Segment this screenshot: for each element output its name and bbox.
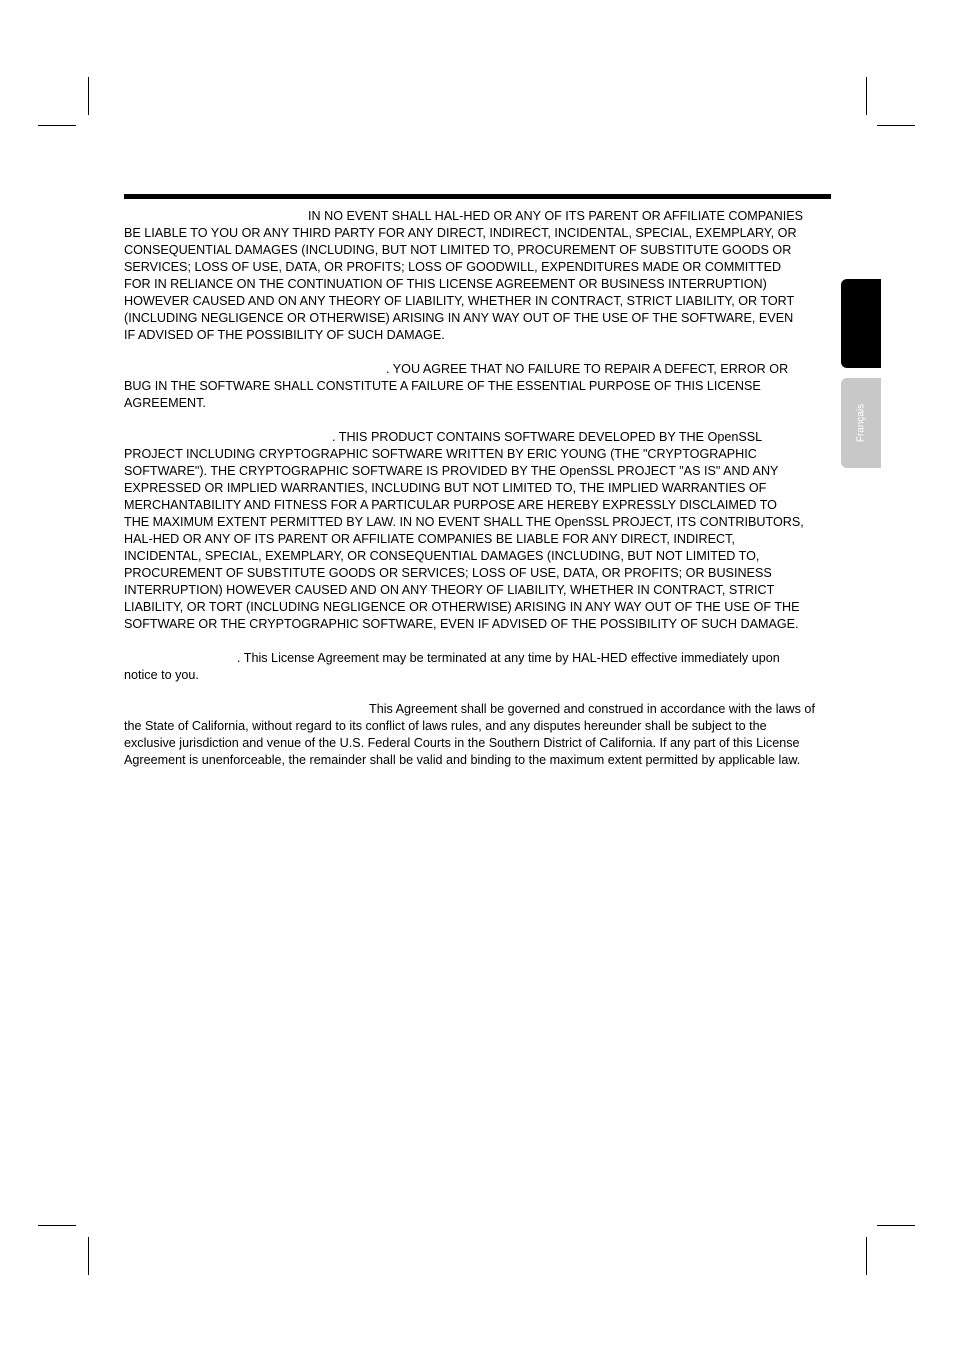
crop-mark-top-right-vertical bbox=[866, 77, 867, 115]
text-line: PROJECT INCLUDING CRYPTOGRAPHIC SOFTWARE WRITTEN BY ERIC YOUNG (THE "CRYPTOGRAPHIC bbox=[124, 447, 757, 461]
text-line: This Agreement shall be governed and construed in accordance with the laws of bbox=[369, 702, 815, 716]
crop-mark-top-left-vertical bbox=[88, 77, 89, 115]
text-line: THE MAXIMUM EXTENT PERMITTED BY LAW. IN NO EVENT SHALL THE OpenSSL PROJECT, ITS CONTRIBUTORS, bbox=[124, 515, 804, 529]
crop-mark-bottom-right-horizontal bbox=[877, 1225, 915, 1226]
text-line: SOFTWARE OR THE CRYPTOGRAPHIC SOFTWARE, EVEN IF ADVISED OF THE POSSIBILITY OF SUCH DAMAGE. bbox=[124, 617, 799, 631]
text-line: INCIDENTAL, SPECIAL, EXEMPLARY, OR CONSEQUENTIAL DAMAGES (INCLUDING, BUT NOT LIMITED TO, bbox=[124, 549, 760, 563]
text-line: . This License Agreement may be terminated at any time by HAL-HED effective immediately upon bbox=[237, 651, 780, 665]
language-tab-francais-label: Français bbox=[855, 403, 867, 443]
text-line: BE LIABLE TO YOU OR ANY THIRD PARTY FOR ANY DIRECT, INDIRECT, INCIDENTAL, SPECIAL, EXEMPLARY, OR bbox=[124, 226, 797, 240]
text-line: HAL-HED OR ANY OF ITS PARENT OR AFFILIATE COMPANIES BE LIABLE FOR ANY DIRECT, INDIRECT, bbox=[124, 532, 735, 546]
text-line: MERCHANTABILITY AND FITNESS FOR A PARTICULAR PURPOSE ARE HEREBY EXPRESSLY DISCLAIMED TO bbox=[124, 498, 777, 512]
text-line: SOFTWARE"). THE CRYPTOGRAPHIC SOFTWARE IS PROVIDED BY THE OpenSSL PROJECT "AS IS" AND ANY bbox=[124, 464, 779, 478]
text-line: IN NO EVENT SHALL HAL-HED OR ANY OF ITS PARENT OR AFFILIATE COMPANIES bbox=[308, 209, 803, 223]
license-text bbox=[124, 208, 836, 786]
language-tab-active[interactable] bbox=[841, 279, 881, 368]
paragraph-governing-law bbox=[124, 701, 836, 769]
text-line: EXPRESSED OR IMPLIED WARRANTIES, INCLUDING BUT NOT LIMITED TO, THE IMPLIED WARRANTIES OF bbox=[124, 481, 767, 495]
text-line: notice to you. bbox=[124, 668, 199, 682]
header-rule bbox=[124, 194, 831, 199]
text-line: HOWEVER CAUSED AND ON ANY THEORY OF LIABILITY, WHETHER IN CONTRACT, STRICT LIABILITY, OR TORT bbox=[124, 294, 795, 308]
paragraph-essential-purpose bbox=[124, 361, 836, 412]
text-line: . THIS PRODUCT CONTAINS SOFTWARE DEVELOPED BY THE OpenSSL bbox=[332, 430, 763, 444]
text-line: IF ADVISED OF THE POSSIBILITY OF SUCH DAMAGE. bbox=[124, 328, 445, 342]
language-tab-francais[interactable] bbox=[841, 378, 881, 468]
crop-mark-bottom-right-vertical bbox=[866, 1237, 867, 1275]
paragraph-openssl bbox=[124, 429, 836, 633]
text-line: CONSEQUENTIAL DAMAGES (INCLUDING, BUT NOT LIMITED TO, PROCUREMENT OF SUBSTITUTE GOODS OR bbox=[124, 243, 792, 257]
text-line: exclusive jurisdiction and venue of the U.S. Federal Courts in the Southern District of California. If any part of this License bbox=[124, 736, 800, 750]
crop-mark-top-right-horizontal bbox=[877, 125, 915, 126]
text-line: INTERRUPTION) HOWEVER CAUSED AND ON ANY THEORY OF LIABILITY, WHETHER IN CONTRACT, STRICT bbox=[124, 583, 775, 597]
text-line: LIABILITY, OR TORT (INCLUDING NEGLIGENCE OR OTHERWISE) ARISING IN ANY WAY OUT OF THE USE OF THE bbox=[124, 600, 800, 614]
paragraph-limitation-of-liability bbox=[124, 208, 836, 344]
crop-mark-bottom-left-vertical bbox=[88, 1237, 89, 1275]
crop-mark-bottom-left-horizontal bbox=[38, 1225, 76, 1226]
text-line: AGREEMENT. bbox=[124, 396, 206, 410]
text-line: SERVICES; LOSS OF USE, DATA, OR PROFITS; LOSS OF GOODWILL, EXPENDITURES MADE OR COMMITTED bbox=[124, 260, 782, 274]
text-line: PROCUREMENT OF SUBSTITUTE GOODS OR SERVICES; LOSS OF USE, DATA, OR PROFITS; OR BUSINESS bbox=[124, 566, 772, 580]
paragraph-termination bbox=[124, 650, 836, 684]
text-line: the State of California, without regard to its conflict of laws rules, and any disputes hereunder shall be subject to the bbox=[124, 719, 767, 733]
text-line: (INCLUDING NEGLIGENCE OR OTHERWISE) ARISING IN ANY WAY OUT OF THE USE OF THE SOFTWARE, EVEN bbox=[124, 311, 794, 325]
text-line: BUG IN THE SOFTWARE SHALL CONSTITUTE A FAILURE OF THE ESSENTIAL PURPOSE OF THIS LICENSE bbox=[124, 379, 761, 393]
text-line: FOR IN RELIANCE ON THE CONTINUATION OF THIS LICENSE AGREEMENT OR BUSINESS INTERRUPTION) bbox=[124, 277, 767, 291]
crop-mark-top-left-horizontal bbox=[38, 125, 76, 126]
text-line: . YOU AGREE THAT NO FAILURE TO REPAIR A DEFECT, ERROR OR bbox=[386, 362, 789, 376]
text-line: Agreement is unenforceable, the remainder shall be valid and binding to the maximum extent permitted by applicable law. bbox=[124, 753, 801, 767]
